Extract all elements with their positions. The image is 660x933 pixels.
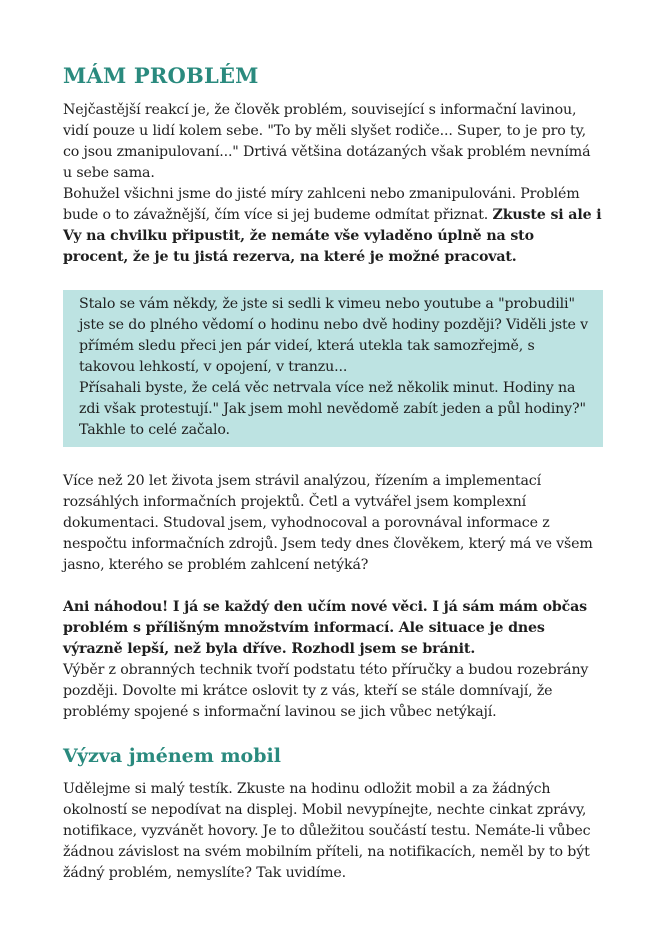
intro-paragraph-2 [63, 184, 603, 268]
callout-box [63, 290, 603, 447]
paragraph-spacer [63, 576, 603, 597]
callout-paragraph-2: Přísahali byste, že celá věc netrvala více než několik minut. Hodiny na zdi však protestují." Jak jsem mohl nevědomě zabít jeden a půl hodiny?" Takhle to celé začalo. [79, 380, 586, 438]
body-paragraph-3: Výběr z obranných technik tvoří podstatu této příručky a budou rozebrány později. Dovolte mi krátce oslovit ty z vás, kteří se stále domnívají, že problémy spojené s informační lavinou se jich vůbec netýkají. [63, 662, 589, 720]
intro-paragraph-2-bold: Zkuste si ale i Vy na chvilku připustit, že nemáte vše vyladěno úplně na sto procent, že je tu jistá rezerva, na které je možné pracovat. [63, 207, 602, 265]
body-paragraph-2 [63, 597, 603, 660]
body-paragraph-2-bold: Ani náhodou! I já se každý den učím nové věci. I já sám mám občas problém s přílišným množstvím informací. Ale situace je dnes výrazně lepší, než byla dříve. Rozhodl jsem se bránit. [63, 599, 588, 657]
section-heading: Výzva jménem mobil [63, 745, 281, 767]
section-paragraph-1: Udělejme si malý testík. Zkuste na hodinu odložit mobil a za žádných okolností se nepodívat na displej. Mobil nevypínejte, nechte cinkat zprávy, notifikace, vyzvánět hovory. Je to důležitou součástí testu. Nemáte-li vůbec žádnou závislost na svém mobilním příteli, na notifikacích, neměl by to být žádný problém, nemyslíte? Tak uvidíme. [63, 781, 591, 881]
intro-paragraph-2-text: Bohužel všichni jsme do jisté míry zahlceni nebo zmanipulováni. Problém bude o to závažnější, čím více si jej budeme odmítat přiznat. [63, 186, 580, 223]
callout-paragraph-1: Stalo se vám někdy, že jste si sedli k vimeu nebo youtube a "probudili" jste se do plného vědomí o hodinu nebo dvě hodiny později? Viděli jste v přímém sledu přeci jen pár videí, která utekla tak samozřejmě, s takovou lehkostí, v opojení, v tranzu... [79, 296, 588, 375]
intro-paragraph-1: Nejčastější reakcí je, že člověk problém, související s informační lavinou, vidí pouze u lidí kolem sebe. "To by měli slyšet rodiče... Super, to je pro ty, co jsou zmanipulovaní..." Drtivá většina dotázaných však problém nevnímá u sebe sama. [63, 102, 591, 181]
page-title: MÁM PROBLÉM [63, 63, 259, 88]
body-paragraph-1: Více než 20 let života jsem strávil analýzou, řízením a implementací rozsáhlých informačních projektů. Četl a vytvářel jsem komplexní dokumentaci. Studoval jsem, vyhodnocoval a porovnával informace z nespočtu informačních zdrojů. Jsem tedy dnes člověkem, který má ve všem jasno, kterého se problém zahlcení netýká? [63, 473, 593, 573]
page-content [63, 62, 603, 884]
